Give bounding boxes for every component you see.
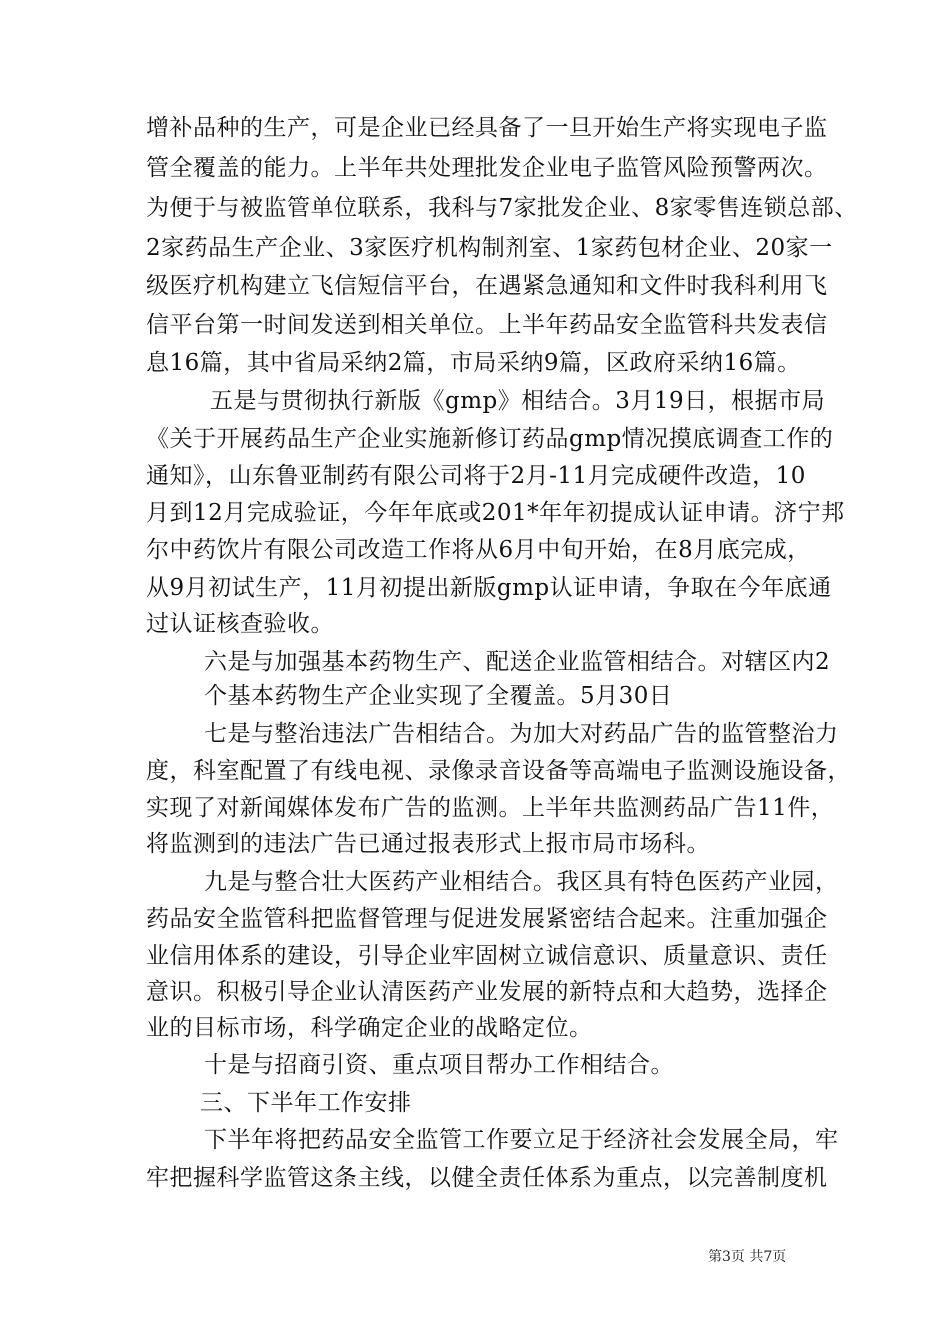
paragraph-start: 六是与加强基本药物生产、配送企业监管相结合。对辖区内2 [204, 649, 831, 675]
paragraph-start: 十是与招商引资、重点项目帮办工作相结合。 [204, 1052, 674, 1078]
paragraph-start: 五是与贯彻执行新版《gmp》相结合。3月19日，根据市局 [210, 388, 826, 414]
text-line: 牢把握科学监管这条主线，以健全责任体系为重点，以完善制度机 [146, 1165, 828, 1191]
text-line: 为便于与被监管单位联系，我科与7家批发企业、8家零售连锁总部、 [146, 195, 858, 221]
text-line: 《关于开展药品生产企业实施新修订药品gmp情况摸底调查工作的 [146, 426, 834, 452]
text-line: 尔中药饮片有限公司改造工作将从6月中旬开始，在8月底完成， [146, 537, 811, 563]
paragraph-start: 七是与整治违法广告相结合。为加大对药品广告的监管整治力 [204, 721, 839, 747]
text-line: 月到12月完成验证，今年年底或201*年年初提成认证申请。济宁邦 [146, 500, 845, 526]
text-line: 从9月初试生产，11月初提出新版gmp认证申请，争取在今年底通 [146, 575, 832, 601]
section-heading: 三、下半年工作安排 [200, 1090, 412, 1116]
text-line: 药品安全监管科把监督管理与促进发展紧密结合起来。注重加强企 [146, 906, 828, 932]
text-line: 2家药品生产企业、3家医疗机构制剂室、1家药包材企业、20家一 [146, 235, 833, 261]
text-line: 个基本药物生产企业实现了全覆盖。5月30日 [204, 683, 673, 709]
paragraph-start: 下半年将把药品安全监管工作要立足于经济社会发展全局，牢 [204, 1127, 839, 1153]
text-line: 业的目标市场，科学确定企业的战略定位。 [146, 1015, 593, 1041]
text-line: 意识。积极引导企业认清医药产业发展的新特点和大趋势，选择企 [146, 979, 828, 1005]
text-line: 度，科室配置了有线电视、录像录音设备等高端电子监测设施设备， [146, 758, 851, 784]
text-line: 实现了对新闻媒体发布广告的监测。上半年共监测药品广告11件， [146, 795, 835, 821]
page-number: 第3页 共7页 [708, 1249, 787, 1265]
text-line: 管全覆盖的能力。上半年共处理批发企业电子监管风险预警两次。 [146, 155, 828, 181]
paragraph-start: 九是与整合壮大医药产业相结合。我区具有特色医药产业园， [204, 869, 839, 895]
text-line: 增补品种的生产，可是企业已经具备了一旦开始生产将实现电子监 [146, 115, 828, 141]
text-line: 过认证核查验收。 [146, 611, 334, 637]
text-line: 将监测到的违法广告已通过报表形式上报市局市场科。 [146, 831, 710, 857]
text-line: 通知》，山东鲁亚制药有限公司将于2月-11月完成硬件改造，10 [146, 463, 806, 489]
text-line: 息16篇，其中省局采纳2篇，市局采纳9篇，区政府采纳16篇。 [146, 350, 801, 376]
text-line: 信平台第一时间发送到相关单位。上半年药品安全监管科共发表信 [146, 312, 828, 338]
text-line: 业信用体系的建设，引导企业牢固树立诚信意识、质量意识、责任 [146, 943, 828, 969]
text-line: 级医疗机构建立飞信短信平台，在遇紧急通知和文件时我科利用飞 [146, 273, 828, 299]
